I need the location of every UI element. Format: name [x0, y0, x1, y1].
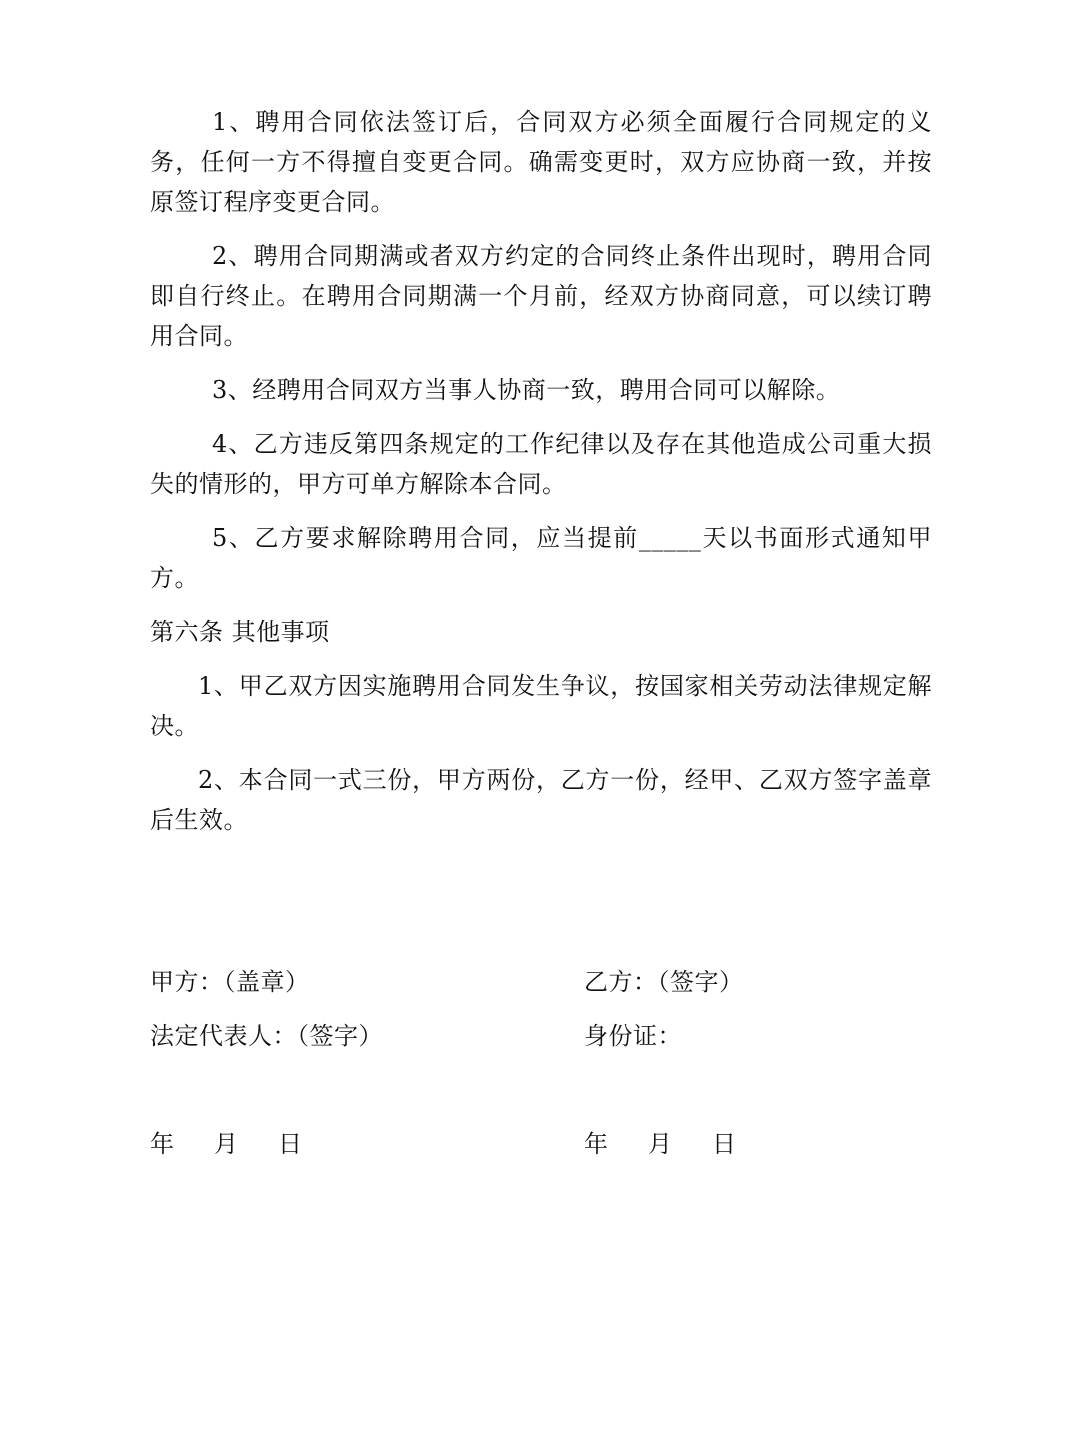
signature-block: [150, 962, 932, 1164]
party-b-label: 乙方：（签字）: [584, 968, 744, 996]
clause-5-5: 5、乙方要求解除聘用合同，应当提前_____天以书面形式通知甲方。: [150, 524, 932, 592]
clause-5-3: 3、经聘用合同双方当事人协商一致，聘用合同可以解除。: [212, 376, 841, 404]
party-b-date: [584, 1124, 932, 1164]
clause-6-1: 1、甲乙双方因实施聘用合同发生争议，按国家相关劳动法律规定解决。: [150, 672, 932, 740]
legal-rep-label: 法定代表人：（签字）: [150, 1022, 383, 1050]
date-month: 月: [648, 1130, 673, 1158]
section-6-heading: 第六条 其他事项: [150, 618, 330, 646]
id-card-label: 身份证：: [584, 1022, 682, 1050]
date-year: 年: [150, 1130, 175, 1158]
contract-body: [150, 102, 932, 840]
signature-row-rep: [150, 1016, 932, 1056]
signature-row-date: [150, 1124, 932, 1164]
clause-5-4: 4、乙方违反第四条规定的工作纪律以及存在其他造成公司重大损失的情形的，甲方可单方解除本合同。: [150, 430, 932, 498]
clause-5-2: 2、聘用合同期满或者双方约定的合同终止条件出现时，聘用合同即自行终止。在聘用合同期满一个月前，经双方协商同意，可以续订聘用合同。: [150, 242, 932, 350]
clause-6-2: 2、本合同一式三份，甲方两份，乙方一份，经甲、乙双方签字盖章后生效。: [150, 766, 932, 834]
date-day: 日: [278, 1130, 303, 1158]
date-year: 年: [584, 1130, 609, 1158]
clause-5-1: 1、聘用合同依法签订后，合同双方必须全面履行合同规定的义务，任何一方不得擅自变更合同。确需变更时，双方应协商一致，并按原签订程序变更合同。: [150, 108, 932, 216]
signature-row-parties: [150, 962, 932, 1002]
date-month: 月: [214, 1130, 239, 1158]
date-day: 日: [712, 1130, 737, 1158]
party-a-date: [150, 1124, 584, 1164]
party-a-label: 甲方：（盖章）: [150, 968, 310, 996]
